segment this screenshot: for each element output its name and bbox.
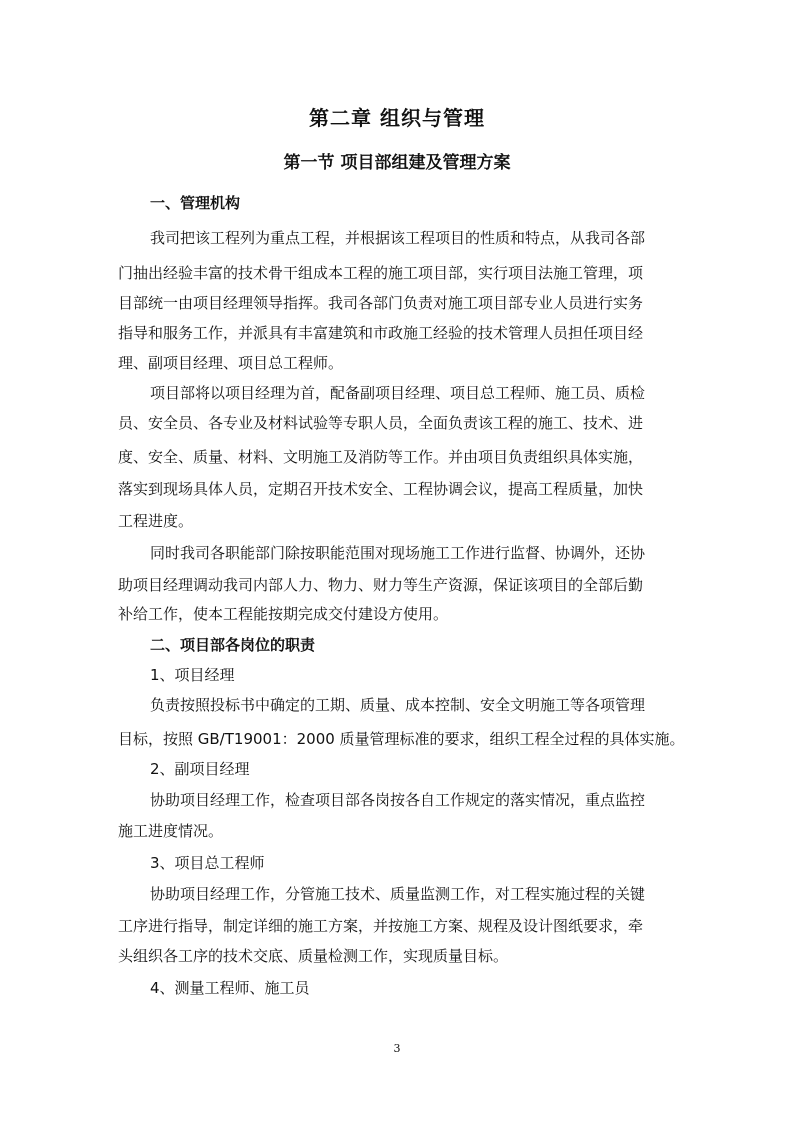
paragraph-line: 头组织各工序的技术交底、质量检测工作，实现质量目标。 bbox=[118, 947, 509, 965]
heading-management-structure: 一、管理机构 bbox=[150, 194, 241, 212]
paragraph-line: 落实到现场具体人员，定期召开技术安全、工程协调会议，提高工程质量，加快 bbox=[118, 480, 644, 498]
paragraph-line: 同时我司各职能部门除按职能范围对现场施工工作进行监督、协调外，还协 bbox=[150, 544, 646, 562]
paragraph-line: 度、安全、质量、材料、文明施工及消防等工作。并由项目负责组织具体实施， bbox=[118, 448, 644, 466]
paragraph-line: 员、安全员、各专业及材料试验等专职人员，全面负责该工程的施工、技术、进 bbox=[118, 414, 644, 432]
heading-job-responsibilities: 二、项目部各岗位的职责 bbox=[150, 636, 316, 654]
paragraph-line: 负责按照投标书中确定的工期、质量、成本控制、安全文明施工等各项管理 bbox=[150, 696, 646, 714]
paragraph-line: 工程进度。 bbox=[118, 512, 194, 530]
paragraph-line: 协助项目经理工作，分管施工技术、质量监测工作，对工程实施过程的关键 bbox=[150, 885, 646, 903]
paragraph-line: 施工进度情况。 bbox=[118, 822, 224, 840]
paragraph-line: 助项目经理调动我司内部人力、物力、财力等生产资源，保证该项目的全部后勤 bbox=[118, 576, 644, 594]
paragraph-line: 工序进行指导，制定详细的施工方案，并按施工方案、规程及设计图纸要求，牵 bbox=[118, 917, 644, 935]
section-title: 第一节 项目部组建及管理方案 bbox=[283, 153, 511, 173]
subheading-project-manager: 1、项目经理 bbox=[150, 666, 235, 684]
subheading-chief-engineer: 3、项目总工程师 bbox=[150, 854, 265, 872]
paragraph-line: 门抽出经验丰富的技术骨干组成本工程的施工项目部，实行项目法施工管理，项 bbox=[118, 264, 644, 282]
paragraph-line: 指导和服务工作，并派具有丰富建筑和市政施工经验的技术管理人员担任项目经 bbox=[118, 324, 644, 342]
subheading-deputy-manager: 2、副项目经理 bbox=[150, 760, 250, 778]
paragraph-line: 项目部将以项目经理为首，配备副项目经理、项目总工程师、施工员、质检 bbox=[150, 384, 646, 402]
paragraph-line: 理、副项目经理、项目总工程师。 bbox=[118, 354, 344, 372]
paragraph-line: 目标，按照 GB/T19001：2000 质量管理标准的要求，组织工程全过程的具体实施。 bbox=[118, 730, 685, 748]
subheading-survey-engineer: 4、测量工程师、施工员 bbox=[150, 979, 310, 997]
paragraph-line: 协助项目经理工作，检查项目部各岗按各自工作规定的落实情况，重点监控 bbox=[150, 791, 646, 809]
page-number: 3 bbox=[393, 1042, 401, 1055]
chapter-title: 第二章 组织与管理 bbox=[309, 106, 485, 130]
paragraph-line: 目部统一由项目经理领导指挥。我司各部门负责对施工项目部专业人员进行实务 bbox=[118, 294, 644, 312]
paragraph-line: 我司把该工程列为重点工程，并根据该工程项目的性质和特点，从我司各部 bbox=[150, 229, 646, 247]
paragraph-line: 补给工作，使本工程能按期完成交付建设方使用。 bbox=[118, 605, 449, 623]
